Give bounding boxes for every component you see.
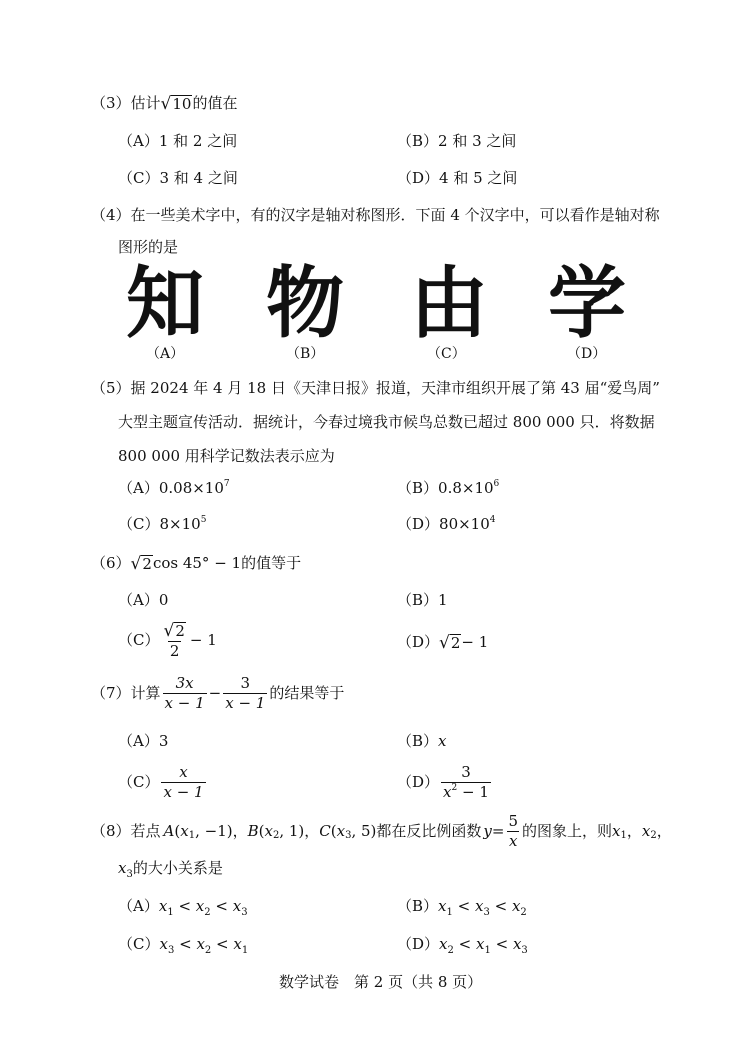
q7-option-b: （B）x: [397, 732, 447, 750]
q4-stem-line2: 图形的是: [118, 238, 179, 256]
q3-option-d: （D）4 和 5 之间: [397, 169, 518, 187]
q3-option-b: （B）2 和 3 之间: [397, 132, 517, 150]
sqrt-2: √ 2: [130, 554, 152, 574]
q4-label-c: （C）: [427, 346, 466, 362]
q7-stem: （7）计算 $\frac{3x}{x - 1}$ − $\frac{3}{x - 1}$ 的结果等于: [91, 674, 345, 712]
char-you: 由: [410, 259, 489, 349]
q3-option-a: （A）1 和 2 之间: [118, 132, 238, 150]
q4-label-b: （B）: [286, 346, 325, 362]
char-xue: 学: [548, 259, 627, 349]
q3-stem: （3）估计 √ 10 的值在: [91, 94, 238, 114]
q8-function-fraction: $\frac{5}{x}$: [508, 812, 519, 850]
char-wu: 物: [266, 259, 345, 349]
q6-option-d: （D） √ 2 − 1: [397, 633, 489, 653]
q8-option-b: $(B)x_1 < x_3 < x_2$: [397, 897, 527, 918]
q7-fraction-1: $\frac{3x}{x - 1}$: [164, 674, 205, 712]
q7-option-c: （C） $\frac{x}{x - 1}$: [118, 763, 204, 801]
q5-option-b: $(B)0.8\times 10^6$: [397, 479, 500, 497]
q6-option-a: （A）0: [118, 591, 169, 609]
q5-option-d: $(D)80\times 10^4$: [397, 515, 496, 533]
q6-c-fraction: √ 2 2: [163, 621, 185, 660]
sqrt-10: √ 10: [160, 94, 192, 114]
q3-option-c: （C）3 和 4 之间: [118, 169, 238, 187]
q5-line3: 800 000 用科学记数法表示应为: [118, 447, 335, 465]
q7-option-a: （A）3: [118, 732, 169, 750]
q8-option-c: $(C)x_3 < x_2 < x_1$: [118, 935, 249, 956]
q4-label-a: （A）: [146, 346, 185, 362]
q7-fraction-2: $\frac{3}{x - 1}$: [225, 674, 266, 712]
page-footer: 数学试卷 第 2 页（共 8 页）: [279, 973, 483, 991]
q6-option-c: （C） √ 2 2 − 1: [118, 621, 217, 660]
q4-label-d: （D）: [567, 346, 607, 362]
q5-option-a: $(A)0.08\times 10^7$: [118, 479, 230, 497]
q4-stem-line1: （4）在一些美术字中，有的汉字是轴对称图形．下面 4 个汉字中，可以看作是轴对称: [91, 206, 660, 224]
q5-line2: 大型主题宣传活动．据统计，今春过境我市候鸟总数已超过 800 000 只．将数据: [118, 413, 655, 431]
q7-option-d: （D） $\frac{3}{x^2 - 1}$: [397, 763, 489, 801]
q5-line1: （5）据 2024 年 4 月 18 日《天津日报》报道，天津市组织开展了第 43 届“爱鸟周”: [91, 379, 660, 397]
q6-stem: （6） √ 2 cos 45° − 1的值等于: [91, 554, 302, 574]
q8-option-d: $(D)x_2 < x_1 < x_3$: [397, 935, 528, 956]
q8-stem-line1: （8）若点 A ( x 1 , −1)， B ( x 2 , 1)， C ( x 3 , 5) 都在反比例函数 y = $\frac{5}{x}$ 的图象上，则 x 1 ， x 2 ，: [91, 812, 672, 850]
q5-option-c: $(C)8\times 10^5$: [118, 515, 207, 533]
q6-option-b: （B）1: [397, 591, 448, 609]
q8-stem-line2: $x_3$的大小关系是: [118, 859, 223, 880]
char-zhi: 知: [126, 259, 205, 349]
q8-option-a: $(A)x_1 < x_2 < x_3$: [118, 897, 248, 918]
